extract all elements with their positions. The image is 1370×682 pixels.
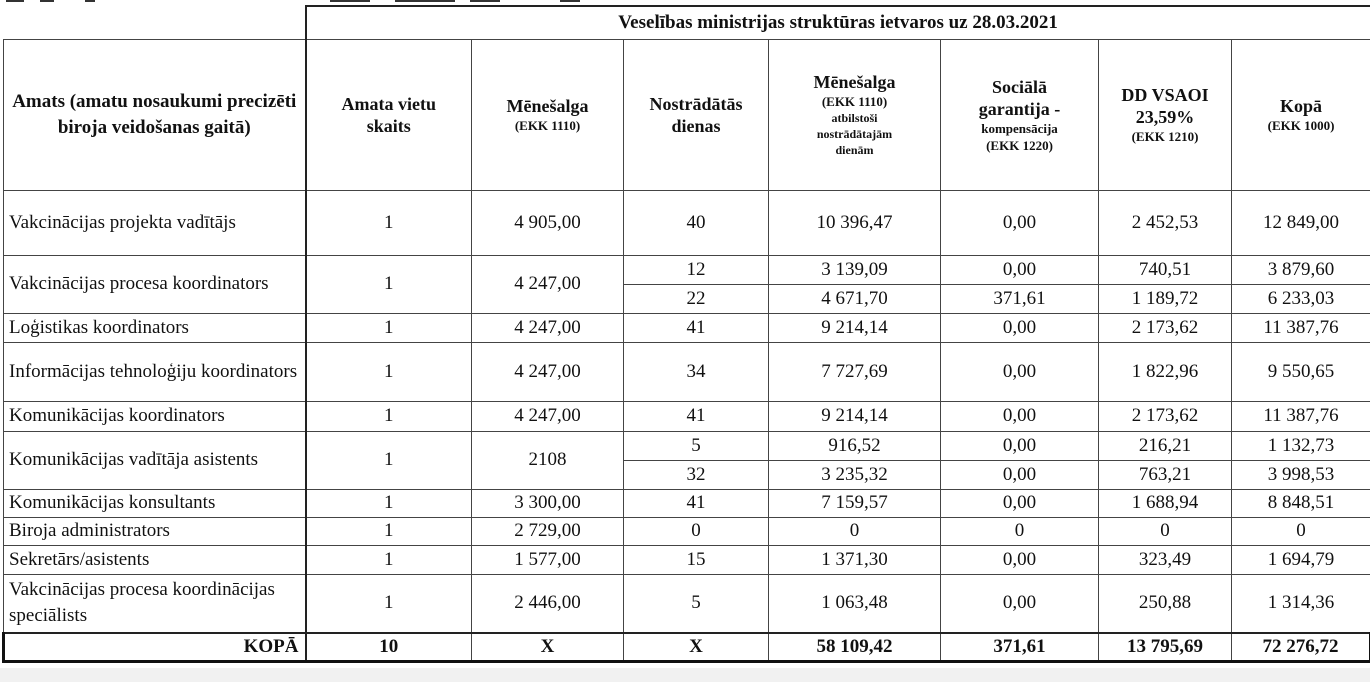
row-name: Komunikācijas konsultants [4,489,306,517]
row-dienas: 40 [624,190,769,255]
row-kopa: 3 998,53 [1232,460,1370,489]
row-dienas: 15 [624,545,769,574]
header-menesalga-code: (EKK 1110) [514,118,581,133]
header-men2-sub2: nostrādātajām [816,127,893,141]
header-corner [4,6,306,39]
row-soc: 0,00 [941,545,1099,574]
row-kopa: 0 [1232,517,1370,545]
header-menesalga-atbilstosi [769,39,941,190]
row-menesalga: 4 905,00 [472,190,624,255]
row-vietas: 1 [306,431,472,489]
row-soc: 0,00 [941,431,1099,460]
row-dienas: 5 [624,431,769,460]
header-dd-line1: DD VSAOI [1121,85,1209,105]
header-dd-code: (EKK 1210) [1131,129,1199,144]
header-men2-sub3: dienām [835,143,874,157]
row-name: Biroja administrators [4,517,306,545]
row-name: Informācijas tehnoloģiju koordinators [4,342,306,401]
row-kopa: 11 387,76 [1232,313,1370,342]
table-row [4,431,1370,460]
row-dd: 0 [1099,517,1232,545]
total-dienas: X [624,633,769,661]
row-kopa: 6 233,03 [1232,284,1370,313]
header-kopa-code: (EKK 1000) [1267,118,1335,133]
row-vietas: 1 [306,255,472,313]
table-row [4,313,1370,342]
header-dienas-line1: Nostrādātās [649,93,743,114]
header-soc-line1: Sociālā [991,76,1047,97]
total-vietas: 10 [306,633,472,661]
total-menesalga-atbilstosi: 58 109,42 [769,633,941,661]
row-kopa: 1 314,36 [1232,574,1370,633]
bottom-margin [0,668,1370,682]
table-row [4,190,1370,255]
row-menesalga: 4 247,00 [472,255,624,313]
row-dd: 1 688,94 [1099,489,1232,517]
row-dienas: 0 [624,517,769,545]
row-kopa: 3 879,60 [1232,255,1370,284]
header-amats: Amats (amatu nosaukumi precizēti biroja veidošanas gaitā) [4,39,306,190]
row-soc: 371,61 [941,284,1099,313]
row-dienas: 12 [624,255,769,284]
row-menesalga-atbilstosi: 3 235,32 [769,460,941,489]
header-vietas-line2: skaits [366,115,411,136]
row-soc: 0,00 [941,342,1099,401]
header-soc-line3: kompensācija [981,120,1058,136]
row-vietas: 1 [306,574,472,633]
row-dienas: 41 [624,489,769,517]
table-row [4,489,1370,517]
header-men2-code: (EKK 1110) [821,94,888,109]
row-dd: 740,51 [1099,255,1232,284]
header-men2-main: Mēnešalga [813,72,896,92]
row-dienas: 5 [624,574,769,633]
row-menesalga: 1 577,00 [472,545,624,574]
row-kopa: 8 848,51 [1232,489,1370,517]
row-menesalga-atbilstosi: 7 727,69 [769,342,941,401]
row-kopa: 9 550,65 [1232,342,1370,401]
table-row [4,545,1370,574]
row-vietas: 1 [306,545,472,574]
row-vietas: 1 [306,401,472,431]
group-header-row [4,6,1370,39]
header-soc-line2: garantija - [978,98,1061,119]
row-menesalga: 4 247,00 [472,313,624,342]
row-soc: 0,00 [941,489,1099,517]
total-soc: 371,61 [941,633,1099,661]
row-menesalga: 3 300,00 [472,489,624,517]
row-menesalga-atbilstosi: 10 396,47 [769,190,941,255]
row-menesalga-atbilstosi: 9 214,14 [769,401,941,431]
header-vietas [306,39,472,190]
row-menesalga: 2 446,00 [472,574,624,633]
table-row [4,342,1370,401]
row-name: Vakcinācijas projekta vadītājs [4,190,306,255]
row-soc: 0,00 [941,460,1099,489]
table-row [4,517,1370,545]
row-dd: 216,21 [1099,431,1232,460]
row-menesalga: 4 247,00 [472,342,624,401]
row-menesalga-atbilstosi: 3 139,09 [769,255,941,284]
row-soc: 0,00 [941,313,1099,342]
row-menesalga-atbilstosi: 7 159,57 [769,489,941,517]
header-soc-code: (EKK 1220) [986,137,1053,153]
header-dd-vsaoi [1099,39,1232,190]
row-vietas: 1 [306,190,472,255]
table-row [4,401,1370,431]
row-menesalga: 2108 [472,431,624,489]
row-kopa: 1 132,73 [1232,431,1370,460]
row-menesalga-atbilstosi: 0 [769,517,941,545]
salary-table [2,5,1370,663]
header-menesalga [472,39,624,190]
group-title: Veselības ministrijas struktūras ietvaros uz 28.03.2021 [306,6,1370,39]
header-socialas-garantija [941,39,1099,190]
row-name: Vakcinācijas procesa koordinators [4,255,306,313]
row-dienas: 22 [624,284,769,313]
row-menesalga-atbilstosi: 1 371,30 [769,545,941,574]
table-row [4,255,1370,284]
row-soc: 0 [941,517,1099,545]
total-kopa: 72 276,72 [1232,633,1370,661]
header-dd-line2: 23,59% [1135,107,1195,127]
total-row [4,633,1370,661]
total-label: KOPĀ [4,633,306,661]
total-dd: 13 795,69 [1099,633,1232,661]
row-menesalga-atbilstosi: 916,52 [769,431,941,460]
row-dd: 250,88 [1099,574,1232,633]
header-menesalga-main: Mēnešalga [506,96,589,116]
row-vietas: 1 [306,313,472,342]
header-men2-sub1: atbilstoši [831,111,878,125]
row-dienas: 32 [624,460,769,489]
row-dienas: 34 [624,342,769,401]
row-dd: 763,21 [1099,460,1232,489]
header-kopa-main: Kopā [1280,96,1323,116]
header-vietas-line1: Amata vietu [341,93,436,114]
row-name: Sekretārs/asistents [4,545,306,574]
header-dienas [624,39,769,190]
row-vietas: 1 [306,517,472,545]
row-dd: 1 189,72 [1099,284,1232,313]
row-vietas: 1 [306,489,472,517]
column-header-row [4,39,1370,190]
row-dd: 1 822,96 [1099,342,1232,401]
row-dd: 2 452,53 [1099,190,1232,255]
header-kopa [1232,39,1370,190]
row-soc: 0,00 [941,401,1099,431]
row-vietas: 1 [306,342,472,401]
table-row [4,574,1370,633]
header-dienas-line2: dienas [671,115,721,136]
row-menesalga-atbilstosi: 1 063,48 [769,574,941,633]
total-menesalga: X [472,633,624,661]
row-menesalga: 2 729,00 [472,517,624,545]
row-menesalga-atbilstosi: 9 214,14 [769,313,941,342]
row-dienas: 41 [624,401,769,431]
row-kopa: 12 849,00 [1232,190,1370,255]
row-name: Vakcinācijas procesa koordinācijas speciālists [4,574,306,633]
row-name: Loģistikas koordinators [4,313,306,342]
row-name: Komunikācijas koordinators [4,401,306,431]
row-menesalga-atbilstosi: 4 671,70 [769,284,941,313]
row-soc: 0,00 [941,190,1099,255]
row-soc: 0,00 [941,574,1099,633]
row-soc: 0,00 [941,255,1099,284]
row-kopa: 1 694,79 [1232,545,1370,574]
row-kopa: 11 387,76 [1232,401,1370,431]
row-menesalga: 4 247,00 [472,401,624,431]
row-dd: 2 173,62 [1099,313,1232,342]
row-name: Komunikācijas vadītāja asistents [4,431,306,489]
row-dienas: 41 [624,313,769,342]
row-dd: 2 173,62 [1099,401,1232,431]
row-dd: 323,49 [1099,545,1232,574]
